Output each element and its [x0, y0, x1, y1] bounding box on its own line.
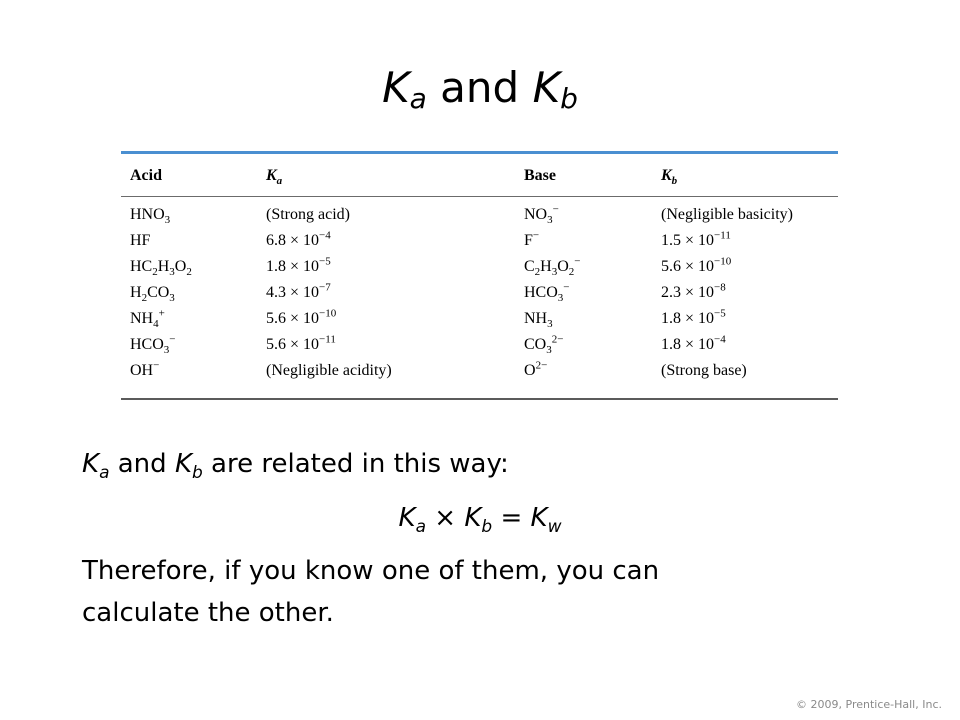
header-acid: Acid — [130, 167, 162, 184]
cell-base: F− — [524, 229, 540, 249]
table-row — [121, 228, 838, 254]
cell-acid: OH− — [130, 359, 160, 379]
cell-acid: $H_2CO_3$ — [130, 284, 175, 305]
table-row — [121, 280, 838, 306]
cell-ka: $5.6 \times 10^{-10}$ — [266, 307, 337, 327]
table-row — [121, 202, 838, 228]
title-k-a: K — [382, 63, 410, 112]
cell-ka: (Negligible acidity) — [266, 362, 392, 379]
cell-ka: $4.3 \times 10^{-7}$ — [266, 281, 331, 301]
cell-base: $CO_3^{2-}$ — [524, 333, 564, 357]
cell-base: $HCO_3^-$ — [524, 281, 570, 305]
ka-kb-table — [121, 151, 838, 400]
table-row — [121, 358, 838, 384]
cell-kb: $2.3 \times 10^{-8}$ — [661, 281, 726, 301]
title-sub-a: a — [409, 82, 427, 115]
cell-kb: $1.5 \times 10^{-11}$ — [661, 229, 731, 249]
header-ka: $K_a$ — [266, 167, 283, 188]
cell-acid: $HC_2H_3O_2$ — [130, 258, 192, 279]
table-header-row — [121, 154, 838, 197]
cell-base: $NH_3$ — [524, 310, 553, 331]
header-kb: $K_b$ — [661, 167, 678, 188]
equation: $K_a \times K_b = K_w$ — [398, 503, 562, 538]
cell-kb: $1.8 \times 10^{-4}$ — [661, 333, 726, 353]
cell-ka: $5.6 \times 10^{-11}$ — [266, 333, 336, 353]
cell-kb: (Negligible basicity) — [661, 206, 793, 223]
table-row — [121, 306, 838, 332]
cell-kb: $5.6 \times 10^{-10}$ — [661, 255, 732, 275]
cell-base: $O^{2-}$ — [524, 359, 548, 379]
relation-statement: $K_a$ and $K_b$ are related in this way: — [82, 449, 509, 484]
cell-ka: $6.8 \times 10^{-4}$ — [266, 229, 331, 249]
cell-acid: $NH_4^+$ — [130, 307, 165, 331]
slide-title — [0, 62, 960, 125]
table-row — [121, 254, 838, 280]
table-row — [121, 332, 838, 358]
cell-kb: $1.8 \times 10^{-5}$ — [661, 307, 726, 327]
cell-base: $C_2H_3O_2^-$ — [524, 255, 581, 279]
cell-base: $NO_3^-$ — [524, 203, 559, 227]
cell-acid: $HNO_3$ — [130, 206, 171, 227]
header-base: Base — [524, 167, 556, 184]
title-sub-b: b — [560, 82, 578, 115]
cell-ka: $1.8 \times 10^{-5}$ — [266, 255, 331, 275]
title-conjunction: and — [440, 63, 520, 112]
title-k-b: K — [532, 63, 561, 112]
cell-kb: (Strong base) — [661, 362, 747, 379]
conclusion-line-2: calculate the other. — [82, 598, 334, 628]
conclusion-line-1: Therefore, if you know one of them, you can — [82, 556, 660, 586]
cell-acid: HF — [130, 232, 151, 249]
copyright-notice: © 2009, Prentice-Hall, Inc. — [796, 698, 942, 711]
cell-ka: (Strong acid) — [266, 206, 350, 223]
cell-acid: $HCO_3^-$ — [130, 333, 176, 357]
